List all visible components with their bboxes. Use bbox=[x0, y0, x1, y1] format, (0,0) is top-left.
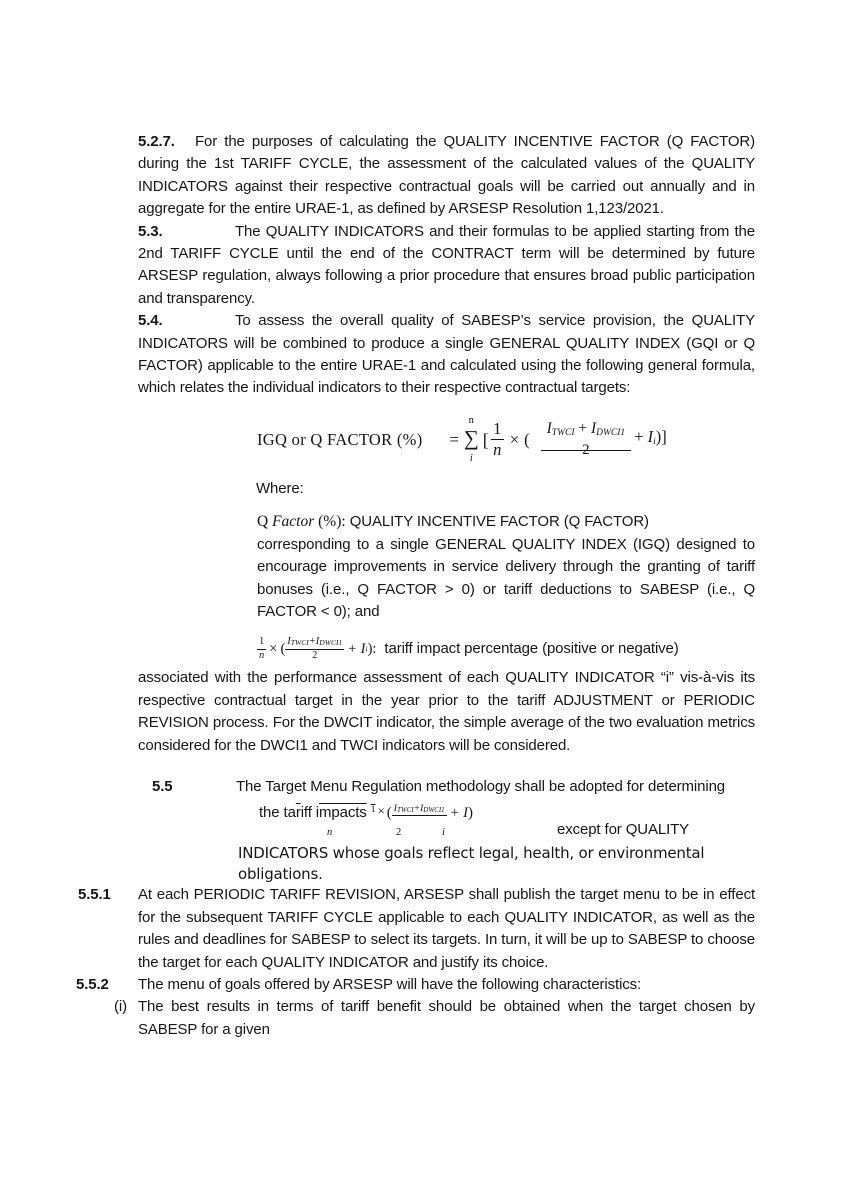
factor-word: Factor bbox=[272, 513, 315, 531]
tariff-impact-formula bbox=[257, 631, 755, 667]
paragraph-5-4 bbox=[138, 310, 755, 400]
variable-I: I bbox=[647, 427, 654, 447]
fraction-one-over-n bbox=[491, 418, 504, 460]
paragraph-5-3-text: The QUALITY INDICATORS and their formulas to be applied starting from the 2nd TARIFF CYCLE until the end of the CONTRACT term will be determined by future ARSESP regulation, always following a prior procedure that ensures broad public participation and transparency. bbox=[138, 222, 755, 307]
times-sign: × bbox=[377, 803, 385, 819]
fraction-numerator: 1 bbox=[493, 418, 502, 438]
text-fragment-overlined: mpacts bbox=[319, 804, 367, 822]
sigma-glyph: ∑ bbox=[463, 425, 479, 450]
times-sign: × bbox=[269, 641, 278, 658]
variable-I: I bbox=[590, 419, 597, 437]
where-label: Where: bbox=[256, 479, 304, 497]
formula-tail bbox=[634, 426, 667, 453]
text-fragment-overlined: $\overline{r}$ bbox=[295, 804, 301, 822]
open-bracket: [ bbox=[482, 429, 489, 450]
subscript-DWCI1: DWCI1 bbox=[596, 427, 626, 438]
gqi-formula bbox=[257, 409, 755, 471]
fraction-denominator: n bbox=[259, 650, 265, 662]
denominator-n: n bbox=[327, 827, 333, 839]
plus-I-term: + I bbox=[347, 641, 366, 658]
q-factor-body: corresponding to a single GENERAL QUALITY INDEX (IGQ) designed to encourage improvements in service delivery through the granting of tariff bonuses (i.e., Q FACTOR > 0) or tariff deductions to SABESP (i.e., Q FACTOR < 0); and bbox=[257, 535, 755, 620]
list-item-i bbox=[114, 996, 755, 1041]
sum-lower-index: i bbox=[469, 452, 473, 464]
subscript-i: i bbox=[365, 644, 368, 654]
subscript-TWCI: TWCI bbox=[290, 637, 309, 647]
subscript-DWCI1: DWCI1 bbox=[319, 637, 343, 647]
subscript-DWCI1: DWCI1 bbox=[423, 806, 445, 815]
subscript-TWCI: TWCI bbox=[396, 806, 414, 815]
q-factor-definition bbox=[257, 511, 755, 623]
section-number-5-2-7: 5.2.7. bbox=[138, 133, 175, 150]
plus-sign: + bbox=[578, 419, 588, 437]
section-number-5-4: 5.4. bbox=[138, 312, 163, 330]
fraction-indicators-over-2 bbox=[285, 637, 344, 662]
times-sign: × bbox=[509, 429, 520, 449]
list-item-i-marker: (i) bbox=[114, 998, 127, 1016]
impact-paragraph: associated with the performance assessment of each QUALITY INDICATOR “i” vis-à-vis its respective contractual target in the year prior to the tariff ADJUSTMENT or PERIODIC REVISION process. For the DWCIT indicator, the simple average of the two evaluation metrics considered for the DWCI1 and TWCI indicators will be considered. bbox=[138, 669, 755, 754]
formula-lhs: IGQ or Q FACTOR (%) bbox=[257, 429, 423, 449]
plus-sign: + bbox=[634, 427, 648, 447]
paragraph-5-5-continuation: INDICATORS whose goals reflect legal, health, or environmental bbox=[238, 844, 705, 863]
open-paren: ( bbox=[280, 641, 286, 658]
fraction-numerator: 1 bbox=[259, 635, 265, 647]
text-fragment: the ta bbox=[259, 804, 296, 822]
section-number-5-3: 5.3. bbox=[138, 222, 163, 240]
denominator-2: 2 bbox=[396, 827, 402, 839]
percent-label: (%): bbox=[314, 513, 346, 531]
paragraph-5-2-7 bbox=[138, 131, 755, 221]
plus-sign: + bbox=[413, 804, 421, 815]
section-number-5-5-1: 5.5.1 bbox=[78, 886, 111, 904]
paragraph-5-5-continuation: obligations. bbox=[238, 864, 323, 883]
paragraph-5-5-1 bbox=[78, 884, 755, 974]
paragraph-5-5-2 bbox=[76, 974, 755, 996]
fraction-numerator bbox=[285, 637, 344, 648]
denominator-2: 2 bbox=[582, 442, 590, 459]
variable-I: I bbox=[420, 804, 424, 815]
subscript-TWCI: TWCI bbox=[551, 427, 575, 438]
fraction-numerator-expression bbox=[392, 804, 447, 816]
close-bracket: )] bbox=[655, 427, 667, 447]
fraction-numerator bbox=[541, 421, 632, 443]
paragraph-5-4-text: To assess the overall quality of SABESP’s service provision, the QUALITY INDICATORS will be combined to produce a single GENERAL QUALITY INDEX (GQI or Q FACTOR) applicable to the entire URAE-1 and calculated using the following general formula, which relates the individual indicators to their respective contractual targets: bbox=[138, 312, 755, 397]
subscript-i: i bbox=[653, 437, 656, 448]
section-number-5-5: 5.5 bbox=[152, 777, 173, 795]
plus-I-term: + I bbox=[449, 805, 468, 822]
summation-symbol bbox=[464, 416, 479, 464]
fraction-denominator bbox=[541, 442, 632, 459]
paragraph-5-2-7-text: For the purposes of calculating the QUALITY INCENTIVE FACTOR (Q FACTOR) during the 1st TARIFF CYCLE, the assessment of the calculated values of the QUALITY INDICATORS against their respective contractual goals will be carried out annually and in aggregate for the entire URAE-1, as defined by ARSESP Resolution 1,123/2021. bbox=[138, 133, 755, 218]
close-paren-colon: ): bbox=[367, 641, 377, 658]
close-paren: ) bbox=[467, 805, 473, 822]
variable-I: I bbox=[315, 635, 320, 647]
sum-upper-limit: n bbox=[468, 414, 474, 426]
q-symbol: Q bbox=[257, 513, 273, 531]
section-number-5-5-2: 5.5.2 bbox=[76, 975, 109, 993]
variable-I: I bbox=[287, 635, 291, 647]
fraction-indicators-over-2 bbox=[541, 421, 632, 460]
text-fragment: iff i bbox=[300, 804, 319, 822]
subscript-i: i bbox=[442, 827, 445, 839]
fraction-one-over-n bbox=[257, 637, 266, 662]
impact-definition-text: tariff impact percentage (positive or negative) bbox=[384, 640, 679, 658]
paragraph-5-3 bbox=[138, 221, 755, 311]
inline-formula bbox=[371, 805, 473, 821]
open-paren: ( bbox=[386, 805, 392, 822]
paragraph-5-5-2-text: The menu of goals offered by ARSESP will have the following characteristics: bbox=[138, 975, 642, 993]
except-text: except for QUALITY bbox=[557, 821, 690, 839]
plus-sign: + bbox=[308, 635, 316, 647]
fraction-numerator: 1 bbox=[370, 805, 376, 816]
fraction-denominator: 2 bbox=[312, 650, 318, 662]
variable-I: I bbox=[546, 419, 552, 437]
paragraph-5-5 bbox=[152, 776, 755, 884]
q-factor-caps: QUALITY INCENTIVE FACTOR (Q FACTOR) bbox=[345, 513, 649, 531]
list-item-i-text: The best results in terms of tariff benefit should be obtained when the target chosen by SABESP for a given bbox=[138, 998, 755, 1038]
q-factor-term bbox=[257, 511, 755, 533]
paragraph-5-5-intro: The Target Menu Regulation methodology shall be adopted for determining bbox=[236, 777, 726, 795]
variable-I: I bbox=[393, 804, 397, 815]
fraction-denominator: n bbox=[493, 440, 502, 460]
formula-denominator-line bbox=[236, 822, 755, 843]
paragraph-5-5-1-text: At each PERIODIC TARIFF REVISION, ARSESP shall publish the target menu to be in effect for the subsequent TARIFF CYCLE applicable to each QUALITY INDICATOR, as well as the rules and deadlines for SABESP to select its targets. In turn, it will be up to SABESP to choose the target for each QUALITY INDICATOR and justify its choice. bbox=[138, 886, 755, 971]
equals-sign: = bbox=[449, 429, 459, 449]
open-paren: ( bbox=[524, 429, 530, 449]
